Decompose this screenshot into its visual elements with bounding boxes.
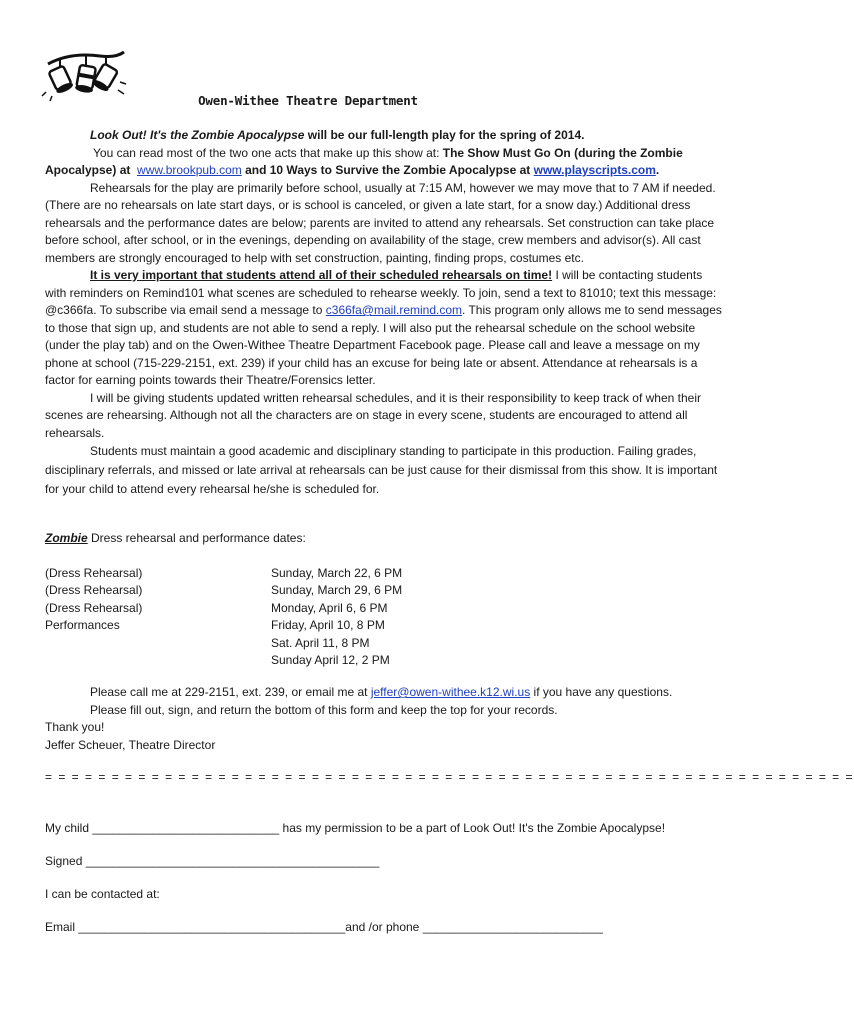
letter-body	[45, 127, 725, 499]
brookpub-link[interactable]: www.brookpub.com	[137, 163, 242, 177]
permission-line[interactable]: My child ____________________________ has my permission to be a part of Look Out! It's the Zombie Apocalypse!	[45, 821, 666, 835]
date-row: (Dress Rehearsal) Monday, April 6, 6 PM	[45, 600, 388, 615]
remind-paragraph: It is very important that students attend all of their scheduled rehearsals on time! I will be contacting students with reminders on Remind101 what scenes are scheduled to rehearse weekly. To join, send a text to 81010; text this message: @c366fa. To subscribe via email send a message to c366fa@mail.remind.com. This program only allows me to send messages to those that sign up, and students are not able to send a reply. I will also put the rehearsal schedule on the school website (under the play tab) and on the Owen-Withee Theatre Department Facebook page. Please call and leave a message on my phone at school (715-229-2151, ext. 239) if your child has an excuse for being late or absent. Attendance at rehearsals is a factor for earning points towards their Theatre/Forensics letter.	[45, 268, 722, 387]
thank-you: Thank you!	[45, 720, 105, 734]
director-signature: Jeffer Scheuer, Theatre Director	[45, 737, 216, 752]
fill-out-instruction: Please fill out, sign, and return the bottom of this form and keep the top for your records.	[90, 702, 558, 717]
playscripts-link[interactable]: www.playscripts.com	[533, 163, 656, 177]
cut-line-separator: = = = = = = = = = = = = = = = = = = = = = = = = = = = = = = = = = = = = = = = = = = = = = = = = = = = = = = = = = = = = =	[45, 770, 854, 784]
director-email-link[interactable]: jeffer@owen-withee.k12.wi.us	[370, 685, 531, 699]
contact-line: Please call me at 229-2151, ext. 239, or email me at jeffer@owen-withee.k12.wi.us if you have any questions.	[90, 685, 673, 699]
intro-paragraph: Look Out! It's the Zombie Apocalypse will be our full-length play for the spring of 2014.	[90, 128, 585, 142]
date-row: Sat. April 11, 8 PM	[271, 635, 370, 650]
signature-line[interactable]: Signed ____________________________________________	[45, 854, 380, 868]
email-phone-line[interactable]: Email ________________________________________and /or phone ___________________________	[45, 920, 603, 934]
remind-email-link[interactable]: c366fa@mail.remind.com	[325, 303, 463, 317]
schedules-paragraph: I will be giving students updated written rehearsal schedules, and it is their responsibility to keep track of when their scenes are rehearsing. Although not all the characters are on stage in every scene, students are encouraged to attend all rehearsals.	[45, 390, 701, 440]
dates-list	[45, 565, 545, 669]
date-row: (Dress Rehearsal) Sunday, March 29, 6 PM	[45, 583, 403, 598]
date-row: Performances Friday, April 10, 8 PM	[45, 618, 385, 633]
date-row: (Dress Rehearsal) Sunday, March 22, 6 PM	[45, 566, 403, 580]
closing-section	[45, 684, 735, 754]
academic-paragraph: Students must maintain a good academic and disciplinary standing to participate in this production. Failing grades, disciplinary referrals, and missed or late arrival at rehearsals can be just cause for their dismissal from this show. It is important for your child to attend every rehearsal he/she is scheduled for.	[45, 444, 718, 496]
important-notice: It is very important that students attend all of their scheduled rehearsals on time!	[90, 268, 553, 282]
dates-heading: Zombie Dress rehearsal and performance dates:	[45, 531, 306, 545]
page-title: Owen-Withee Theatre Department	[198, 93, 418, 108]
rehearsals-paragraph: Rehearsals for the play are primarily before school, usually at 7:15 AM, however we may move that to 7 AM if needed. (There are no rehearsals on late start days, or is school is canceled, or given a late start, for a snow day.) Additional dress rehearsals and the performance dates are below; parents are invited to attend any rehearsals. Set construction can take place before school, after school, or in the evenings, depending on availability of the stage, crew members and advisor(s). All cast members are strongly encouraged to help with set construction, painting, finding props, costumes etc.	[45, 180, 716, 265]
scripts-paragraph: You can read most of the two one acts that make up this show at: The Show Must Go On (during the Zombie Apocalypse) at www.brookpub.com and 10 Ways to Survive the Zombie Apocalypse at www.playscripts.com.	[45, 145, 683, 177]
play-title: Look Out! It's the Zombie Apocalypse	[90, 128, 305, 142]
contact-label: I can be contacted at:	[45, 887, 160, 901]
date-row: Sunday April 12, 2 PM	[271, 653, 390, 668]
